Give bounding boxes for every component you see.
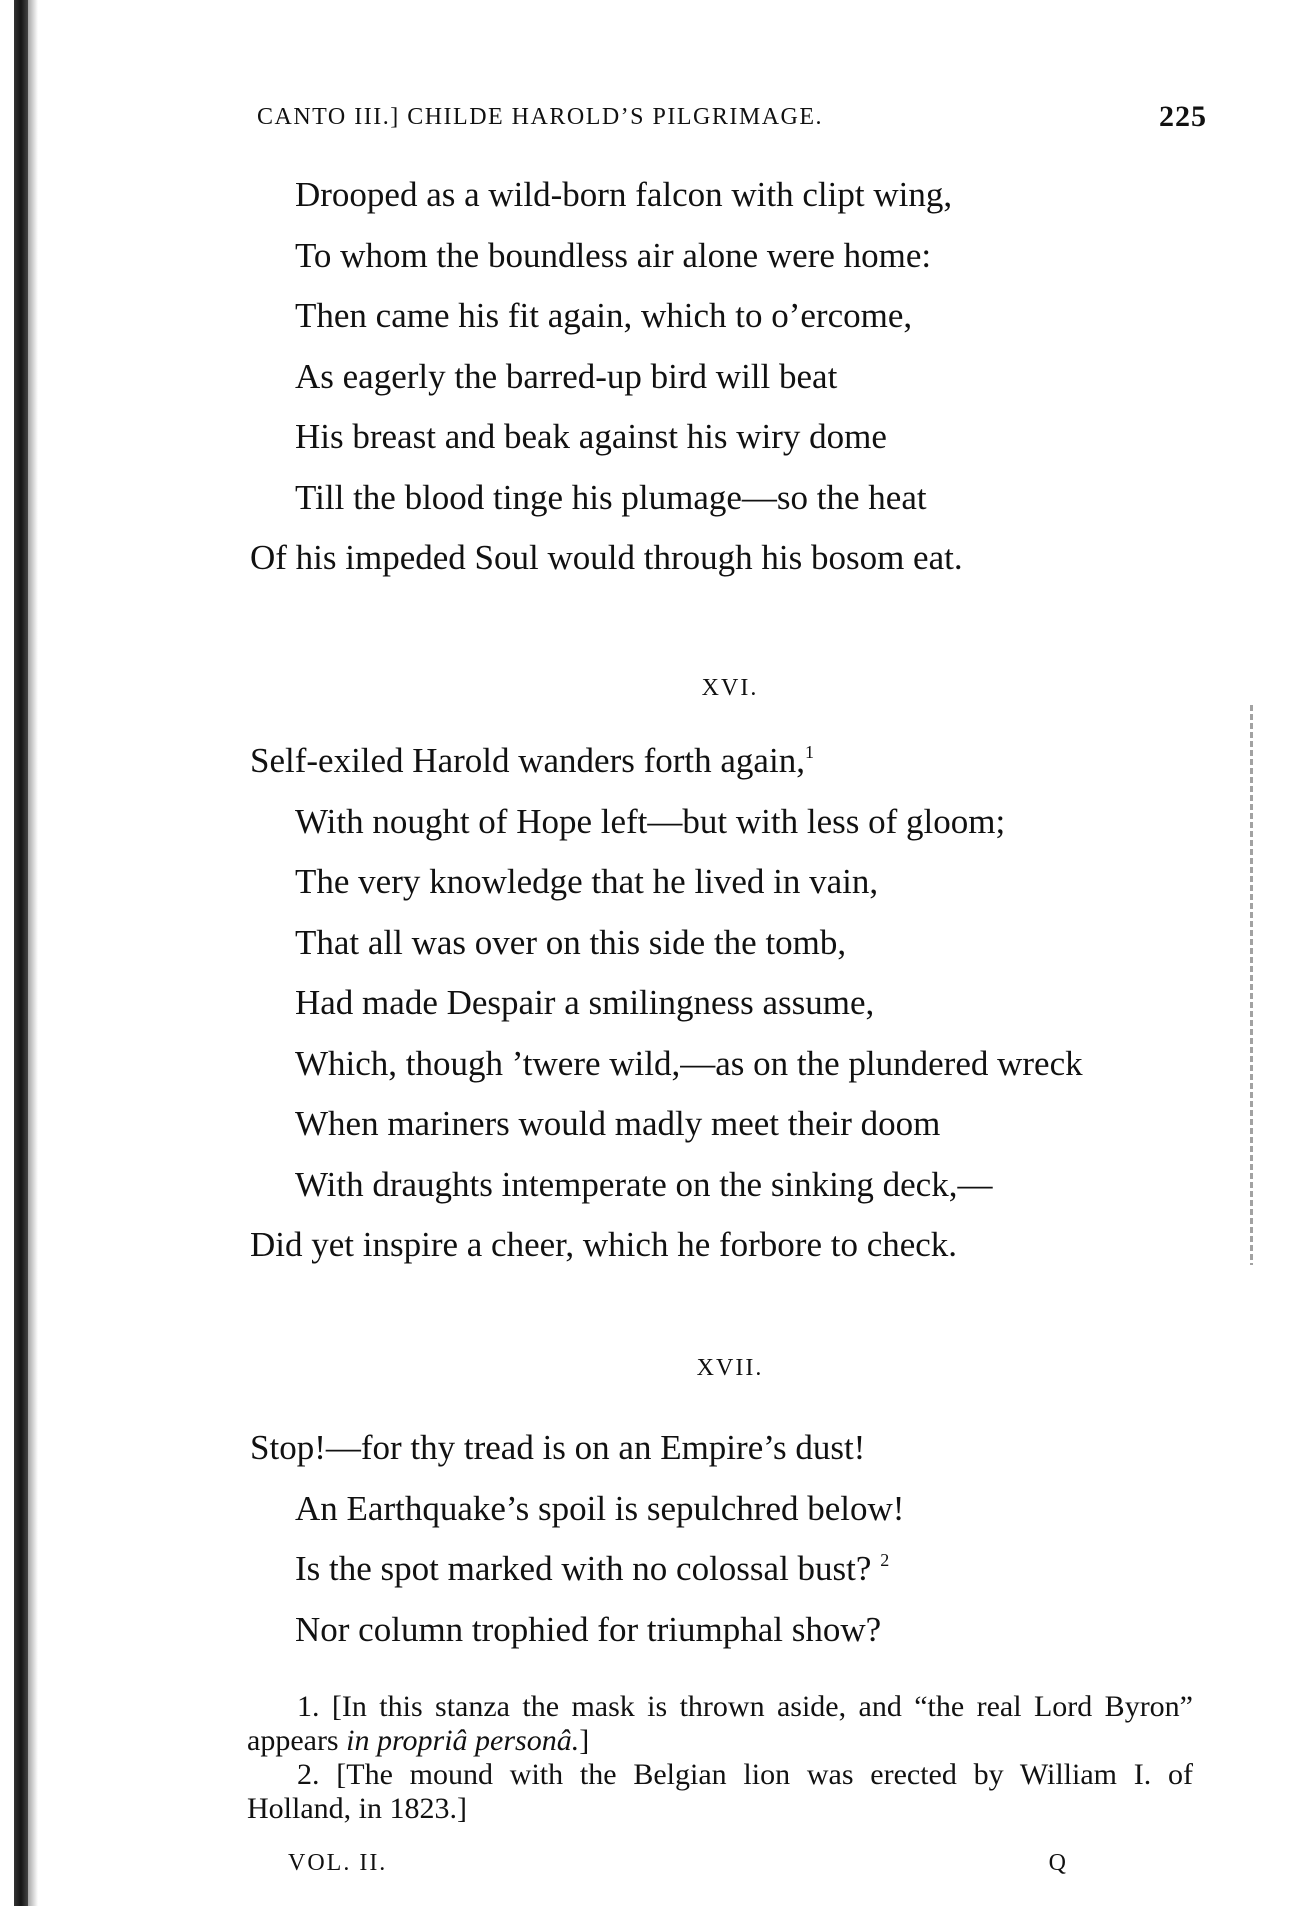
stanza-xv-continued [250, 165, 1210, 589]
stanza-xvi [250, 731, 1210, 1276]
stanza-number-xvii: XVII. [696, 1355, 764, 1381]
stanza-xvii [250, 1418, 1210, 1660]
verse-line: That all was over on this side the tomb, [295, 922, 847, 962]
footnotes [247, 1690, 1193, 1826]
signature-mark: Q [1048, 1850, 1068, 1876]
verse-line-final: Did yet inspire a cheer, which he forbore to check. [250, 1225, 958, 1264]
stanza-number-block [250, 675, 1210, 715]
verse-line: Till the blood tinge his plumage—so the heat [295, 477, 927, 517]
footnote-ref-1: 1 [804, 742, 814, 762]
show-through-mark [1250, 705, 1253, 1265]
verse-line-final: Of his impeded Soul would through his bosom eat. [250, 538, 963, 577]
verse-line: Then came his fit again, which to o’ercome, [295, 296, 913, 335]
page-footer [288, 1850, 1068, 1877]
verse-line: When mariners would madly meet their doom [295, 1104, 941, 1143]
page-header [257, 100, 1207, 140]
verse-line: His breast and beak against his wiry dome [295, 417, 887, 456]
verse-line: The very knowledge that he lived in vain, [295, 862, 879, 901]
gutter-shadow [28, 0, 38, 1906]
stanza-number-xvi: XVI. [701, 675, 759, 701]
footnote-text: 1. [In this stanza the mask is thrown aside, and “the real Lord Byron” appears [247, 1690, 1193, 1757]
footnote-2: 2. [The mound with the Belgian lion was erected by William I. of Holland, in 1823.] [247, 1758, 1193, 1825]
verse-line: To whom the boundless air alone were home: [295, 235, 932, 275]
verse-text: Is the spot marked with no colossal bust? [295, 1549, 872, 1588]
verse-line: An Earthquake’s spoil is sepulchred below! [295, 1488, 905, 1528]
verse-line-first: Stop!—for thy tread is on an Empire’s dust! [250, 1428, 866, 1467]
verse-line [250, 1539, 1210, 1600]
verse-line: As eagerly the barred-up bird will beat [295, 356, 838, 396]
verse-line: Which, though ’twere wild,—as on the plundered wreck [295, 1043, 1083, 1083]
page-number: 225 [1159, 100, 1207, 133]
verse-line: With nought of Hope left—but with less of gloom; [295, 801, 1006, 841]
verse-line: Nor column trophied for triumphal show? [295, 1609, 882, 1649]
footnote-italic: in propriâ personâ. [346, 1724, 580, 1757]
verse-line-first [250, 731, 1210, 792]
verse-line: Drooped as a wild-born falcon with clipt wing, [295, 175, 953, 214]
running-head: CANTO III.] CHILDE HAROLD’S PILGRIMAGE. [257, 104, 824, 130]
verse-line: With draughts intemperate on the sinking deck,— [295, 1164, 993, 1204]
verse-text: Self-exiled Harold wanders forth again, [250, 741, 805, 780]
footnote-ref-2: 2 [880, 1550, 890, 1570]
verse-line: Had made Despair a smilingness assume, [295, 983, 875, 1022]
stanza-number-block [250, 1355, 1210, 1395]
binding-edge [14, 0, 28, 1906]
volume-label: VOL. II. [288, 1850, 388, 1876]
footnote-1 [247, 1690, 1193, 1758]
footnote-text: ] [579, 1724, 590, 1757]
